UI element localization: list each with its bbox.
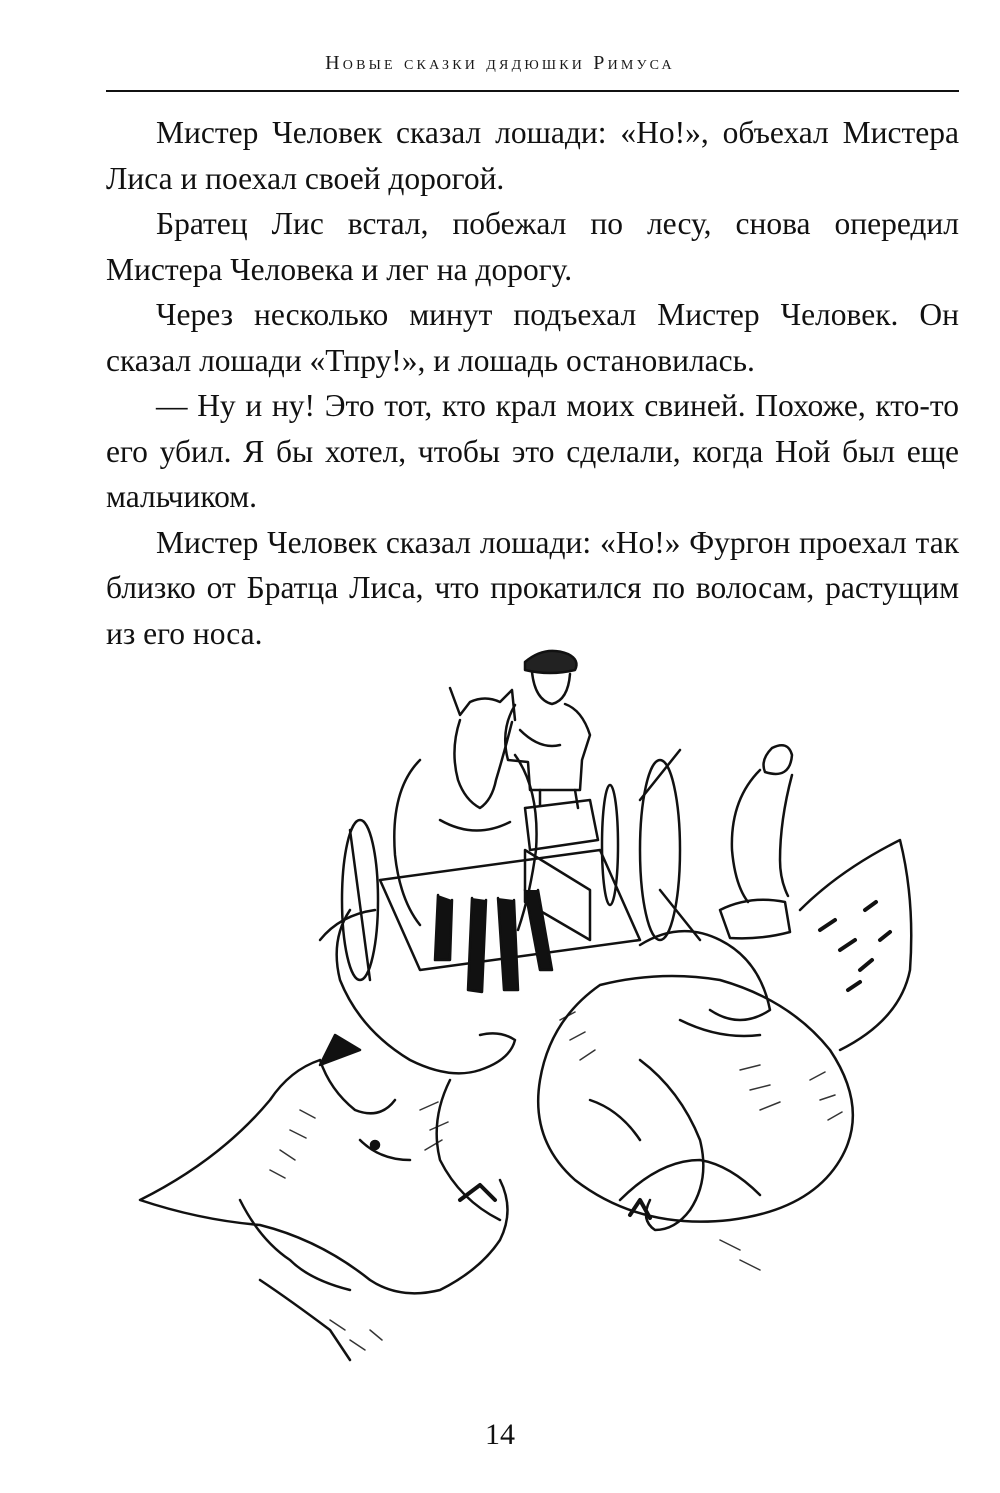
illustration-fox-and-wagon [120, 640, 950, 1380]
paragraph: — Ну и ну! Это тот, кто крал моих свиней. Похоже, кто-то его убил. Я бы хотел, чтобы это сделали, когда Ной был еще мальчиком. [106, 388, 959, 514]
fox-head [140, 1035, 508, 1360]
fox-tail [800, 840, 911, 1050]
fox-body [538, 931, 853, 1222]
body-text [106, 110, 959, 656]
paragraph: Братец Лис встал, побежал по лесу, снова опередил Мистера Человека и лег на дорогу. [106, 206, 959, 287]
header-rule [106, 90, 959, 92]
fox-front-legs [337, 910, 704, 1230]
running-title: Новые сказки дядюшки Римуса [325, 52, 675, 74]
paragraph: Мистер Человек сказал лошади: «Но!» Фургон проехал так близко от Братца Лиса, что прокатился по волосам, растущим из его носа. [106, 524, 959, 651]
fox-hind-leg [720, 745, 792, 938]
paragraph: Мистер Человек сказал лошади: «Но!», объехал Мистера Лиса и поехал своей дорогой. [106, 115, 959, 196]
page-number: 14 [485, 1418, 515, 1451]
man-figure [505, 651, 590, 808]
paragraph: Через несколько минут подъехал Мистер Человек. Он сказал лошади «Тпру!», и лошадь остановилась. [106, 297, 959, 378]
shading-strokes [270, 1012, 842, 1350]
